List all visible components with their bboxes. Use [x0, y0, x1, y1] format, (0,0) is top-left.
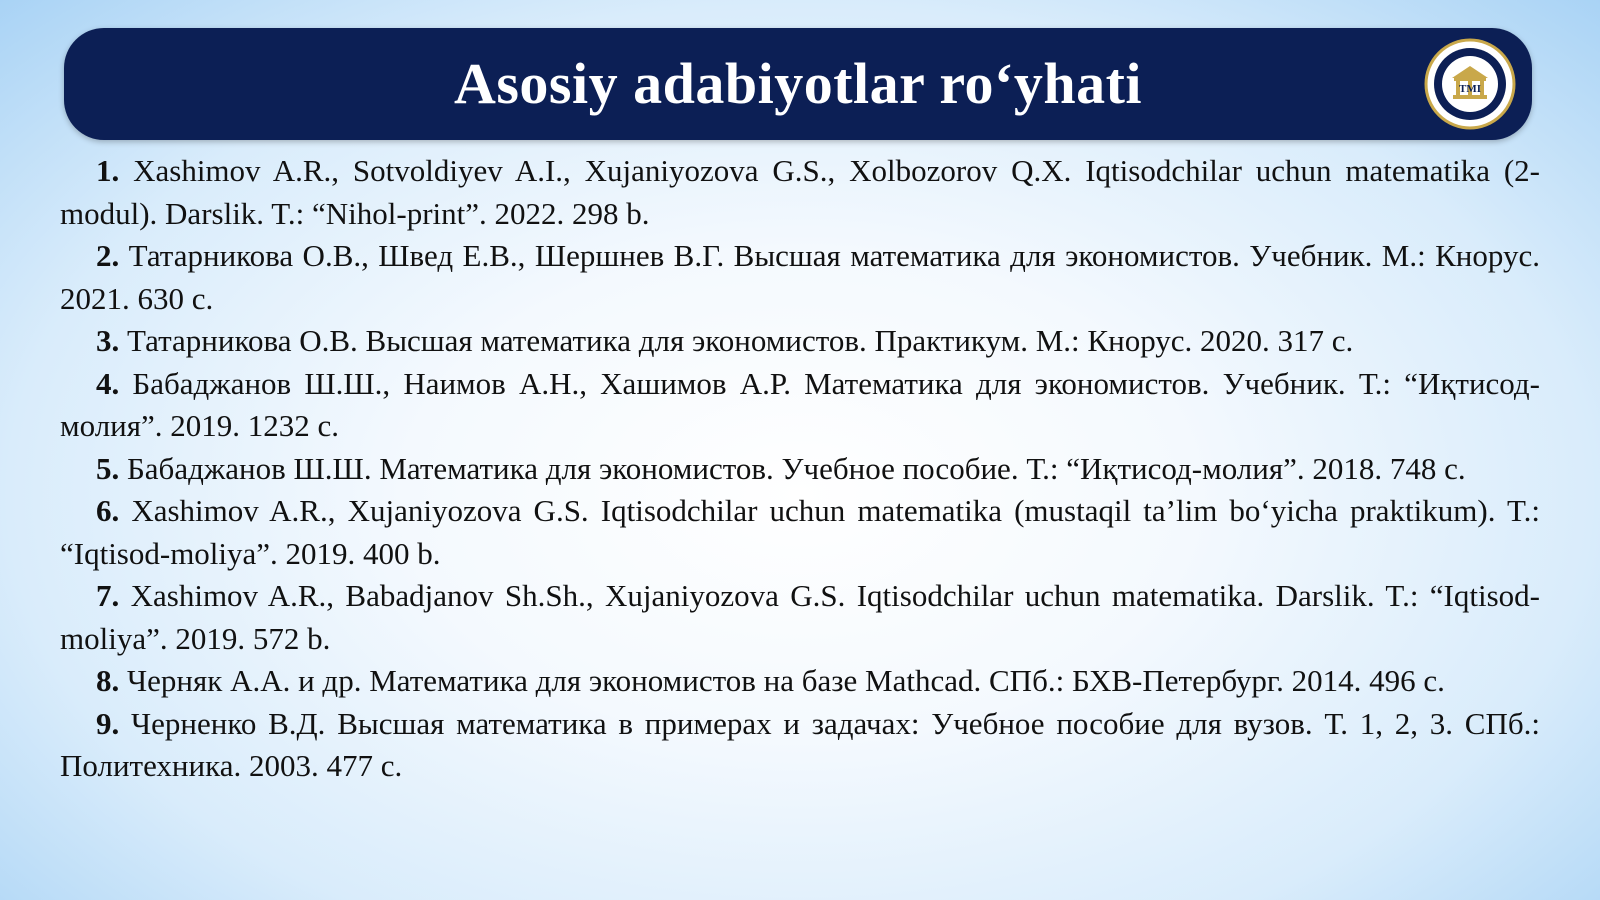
reference-number: 6.: [96, 493, 120, 528]
reference-text: Xashimov A.R., Sotvoldiyev A.I., Xujaniyozova G.S., Xolbozorov Q.X. Iqtisodchilar uchun matematika (2-modul). Darslik. T.: “Nihol-print”. 2022. 298 b.: [60, 153, 1540, 231]
reference-item: [60, 490, 1540, 575]
references-list: [60, 150, 1540, 788]
svg-text:TMI: TMI: [1459, 83, 1481, 95]
reference-item: [60, 448, 1540, 491]
reference-number: 3.: [96, 323, 120, 358]
reference-number: 8.: [96, 663, 120, 698]
reference-number: 7.: [96, 578, 120, 613]
reference-item: [60, 150, 1540, 235]
reference-text: Бабаджанов Ш.Ш. Математика для экономистов. Учебное пособие. Т.: “Иқтисод-молия”. 2018. 748 с.: [127, 450, 1466, 486]
reference-number: 5.: [96, 450, 120, 486]
reference-text: Татарникова О.В., Швед Е.В., Шершнев В.Г. Высшая математика для экономистов. Учебник. М.: Кнорус. 2021. 630 с.: [60, 238, 1540, 316]
reference-text: Xashimov A.R., Babadjanov Sh.Sh., Xujaniyozova G.S. Iqtisodchilar uchun matematika. Darslik. T.: “Iqtisod-moliya”. 2019. 572 b.: [60, 578, 1540, 656]
reference-item: [60, 575, 1540, 660]
tmi-seal-icon: [1424, 38, 1516, 130]
reference-item: [60, 363, 1540, 448]
reference-text: Татарникова О.В. Высшая математика для экономистов. Практикум. М.: Кнорус. 2020. 317 с.: [127, 323, 1354, 358]
reference-item: [60, 660, 1540, 703]
reference-text: Xashimov A.R., Xujaniyozova G.S. Iqtisodchilar uchun matematika (mustaqil ta’lim bo‘yicha praktikum). T.: “Iqtisod-moliya”. 2019. 400 b.: [60, 493, 1540, 571]
reference-number: 1.: [96, 153, 120, 188]
reference-number: 4.: [96, 365, 120, 401]
header-bar: [64, 28, 1532, 140]
reference-item: [60, 235, 1540, 320]
reference-text: Черненко В.Д. Высшая математика в примерах и задачах: Учебное пособие для вузов. Т. 1, 2, 3. СПб.: Политехника. 2003. 477 с.: [60, 705, 1540, 783]
reference-number: 9.: [96, 705, 120, 741]
reference-text: Бабаджанов Ш.Ш., Наимов А.Н., Хашимов А.Р. Математика для экономистов. Учебник. Т.: “Иқтисод-молия”. 2019. 1232 с.: [60, 365, 1540, 443]
reference-item: [60, 320, 1540, 363]
reference-text: Черняк А.А. и др. Математика для экономистов на базе Mathcad. СПб.: БХВ-Петербург. 2014. 496 с.: [127, 663, 1445, 698]
page-title: Asosiy adabiyotlar ro‘yhati: [453, 51, 1143, 116]
reference-item: [60, 703, 1540, 788]
reference-number: 2.: [96, 238, 120, 273]
